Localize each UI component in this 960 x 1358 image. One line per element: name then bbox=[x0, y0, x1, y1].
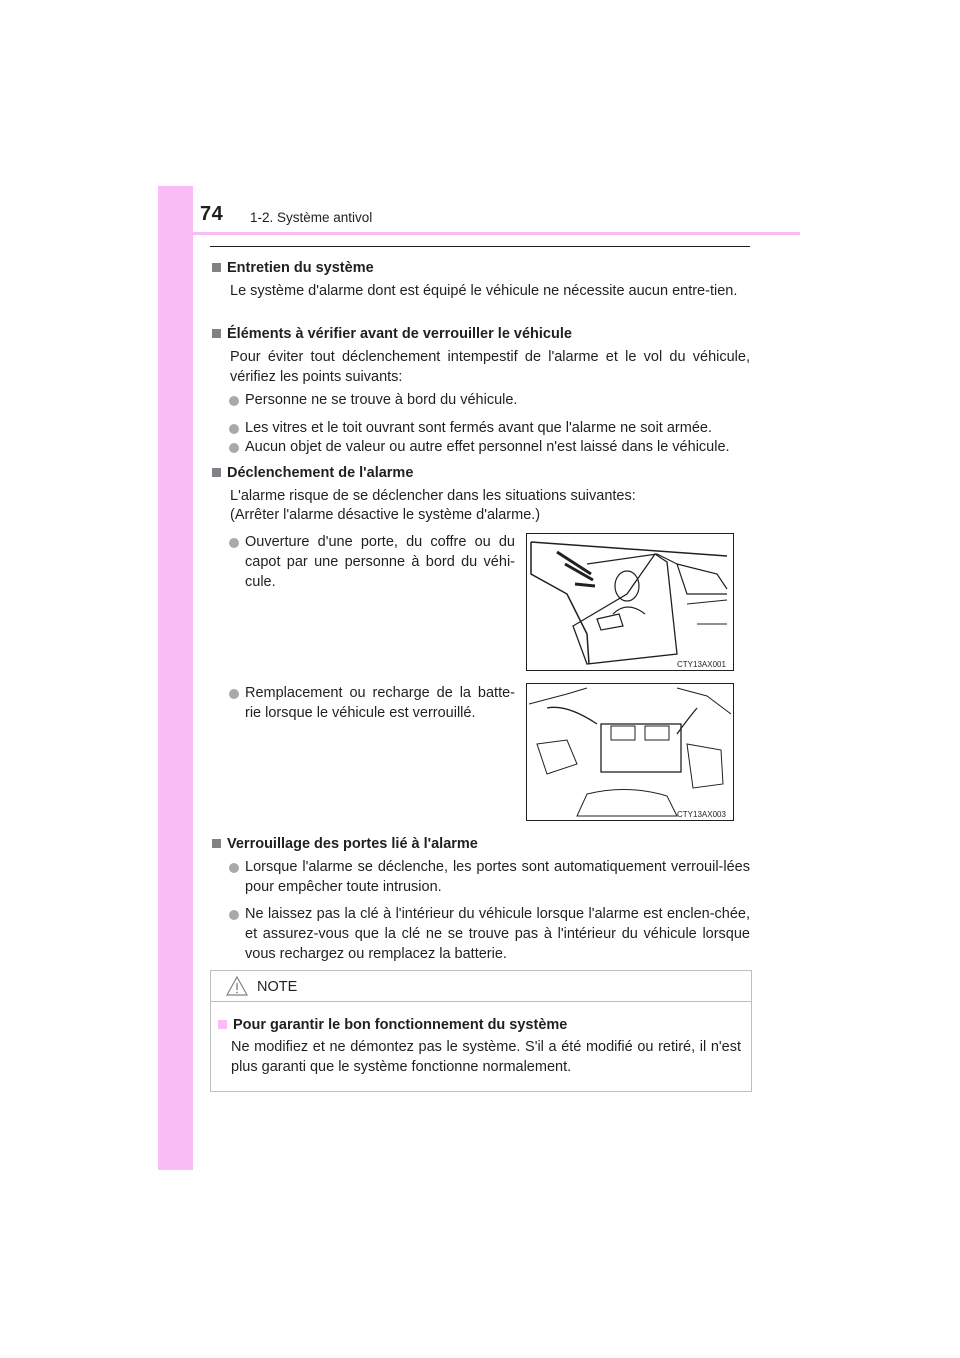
square-bullet-icon bbox=[212, 839, 221, 848]
trigger-item: Remplacement ou recharge de la batte-rie lorsque le véhicule est verrouillé. bbox=[245, 685, 515, 721]
figure-code: CTY13AX001 bbox=[677, 660, 726, 669]
note-title bbox=[218, 1015, 738, 1035]
heading-text: Éléments à vérifier avant de verrouiller le véhicule bbox=[227, 326, 572, 342]
round-bullet-icon bbox=[229, 396, 239, 406]
note-title-text: Pour garantir le bon fonctionnement du système bbox=[233, 1017, 568, 1033]
round-bullet-icon bbox=[229, 443, 239, 453]
square-bullet-icon bbox=[218, 1020, 227, 1029]
page-number: 74 bbox=[200, 203, 224, 225]
chapter-title: 1-2. Système antivol bbox=[250, 210, 373, 225]
warning-triangle-icon bbox=[225, 975, 249, 997]
round-bullet-icon bbox=[229, 689, 239, 699]
trigger-line-2: (Arrêter l'alarme désactive le système d'alarme.) bbox=[230, 507, 541, 523]
round-bullet-icon bbox=[229, 424, 239, 434]
heading-text: Déclenchement de l'alarme bbox=[227, 465, 414, 481]
maintenance-body: Le système d'alarme dont est équipé le véhicule ne nécessite aucun entre-tien. bbox=[230, 283, 738, 299]
round-bullet-icon bbox=[229, 863, 239, 873]
header-accent-rule bbox=[193, 232, 800, 235]
square-bullet-icon bbox=[212, 263, 221, 272]
section-heading-trigger bbox=[212, 463, 752, 483]
heading-text: Entretien du système bbox=[227, 260, 374, 276]
round-bullet-icon bbox=[229, 910, 239, 920]
check-item: Les vitres et le toit ouvrant sont fermés avant que l'alarme ne soit armée. bbox=[245, 420, 712, 436]
page-side-tab bbox=[158, 186, 193, 1170]
section-heading-check bbox=[212, 324, 752, 344]
square-bullet-icon bbox=[212, 329, 221, 338]
square-bullet-icon bbox=[212, 468, 221, 477]
note-header bbox=[211, 971, 751, 1002]
section-heading-maintenance bbox=[212, 258, 752, 278]
heading-text: Verrouillage des portes lié à l'alarme bbox=[227, 836, 478, 852]
figure-code: CTY13AX003 bbox=[677, 810, 726, 819]
note-body: Ne modifiez et ne démontez pas le système. S'il a été modifié ou retiré, il n'est plus garanti que le système fonctionne normalement. bbox=[231, 1039, 741, 1075]
header-divider bbox=[210, 246, 750, 247]
note-box bbox=[210, 970, 752, 1092]
round-bullet-icon bbox=[229, 538, 239, 548]
check-item: Personne ne se trouve à bord du véhicule. bbox=[245, 392, 518, 408]
check-body: Pour éviter tout déclenchement intempestif de l'alarme et le vol du véhicule, vérifiez les points suivants: bbox=[230, 349, 750, 385]
door-opening-illustration bbox=[526, 533, 734, 671]
trigger-item: Ouverture d'une porte, du coffre ou du capot par une personne à bord du véhi-cule. bbox=[245, 534, 515, 590]
section-heading-locking bbox=[212, 834, 752, 854]
locking-item: Lorsque l'alarme se déclenche, les portes sont automatiquement verrouil-lées pour empêcher toute intrusion. bbox=[245, 859, 750, 895]
check-item: Aucun objet de valeur ou autre effet personnel n'est laissé dans le véhicule. bbox=[245, 439, 730, 455]
trigger-line-1: L'alarme risque de se déclencher dans les situations suivantes: bbox=[230, 488, 636, 504]
note-label: NOTE bbox=[257, 979, 298, 995]
locking-item: Ne laissez pas la clé à l'intérieur du véhicule lorsque l'alarme est enclen-chée, et assurez-vous que la clé ne se trouve pas à l'intérieur du véhicule lorsque vous rechargez ou remplacez la batterie. bbox=[245, 906, 750, 962]
battery-illustration bbox=[526, 683, 734, 821]
